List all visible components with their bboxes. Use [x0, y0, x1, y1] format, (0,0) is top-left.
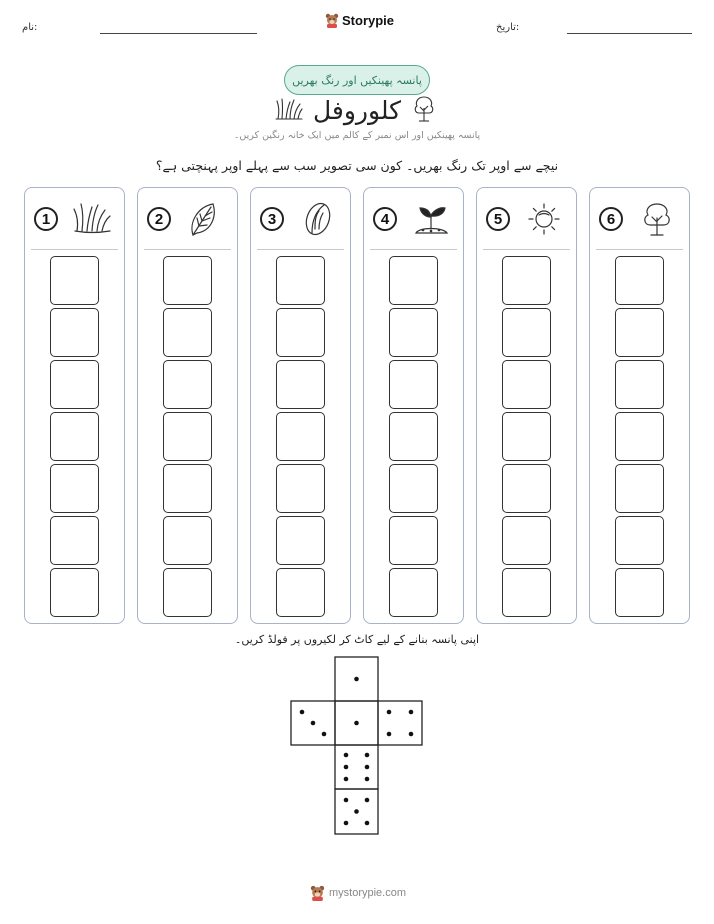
color-box[interactable]	[50, 412, 99, 461]
column-divider	[596, 249, 683, 250]
dice-face-bottom	[335, 789, 378, 834]
color-box[interactable]	[50, 308, 99, 357]
color-box[interactable]	[163, 412, 212, 461]
bear-logo-icon	[310, 885, 325, 901]
column-5	[476, 187, 577, 624]
column-number: 6	[599, 207, 623, 231]
name-line[interactable]	[100, 33, 257, 34]
column-1	[24, 187, 125, 624]
color-box[interactable]	[502, 464, 551, 513]
color-box[interactable]	[502, 360, 551, 409]
instruction-text: نیچے سے اوپر تک رنگ بھریں۔ کون سی تصویر سب سے پہلے اوپر پہنچتی ہے؟	[155, 158, 559, 173]
color-box[interactable]	[50, 568, 99, 617]
column-6	[589, 187, 690, 624]
column-divider	[144, 249, 231, 250]
name-label: نام:	[22, 22, 38, 33]
color-box[interactable]	[389, 412, 438, 461]
color-box[interactable]	[389, 256, 438, 305]
dice-face-lower	[335, 745, 378, 789]
tree-icon	[637, 201, 677, 237]
column-divider	[257, 249, 344, 250]
color-box[interactable]	[276, 568, 325, 617]
color-box[interactable]	[50, 360, 99, 409]
dice-face-left	[291, 701, 335, 745]
color-box[interactable]	[615, 360, 664, 409]
color-box[interactable]	[276, 464, 325, 513]
column-number: 5	[486, 207, 510, 231]
color-box[interactable]	[163, 516, 212, 565]
bear-logo-icon	[325, 13, 339, 28]
color-box[interactable]	[276, 516, 325, 565]
color-box[interactable]	[615, 464, 664, 513]
subtitle: پانسہ پھینکیں اور اس نمبر کے کالم میں ایک خانہ رنگین کریں۔	[233, 130, 481, 141]
color-box[interactable]	[389, 360, 438, 409]
page-title: کلوروفل	[312, 96, 402, 125]
seed-icon	[298, 201, 338, 237]
color-box[interactable]	[389, 568, 438, 617]
sprout-icon	[411, 201, 451, 237]
color-box[interactable]	[502, 516, 551, 565]
color-box[interactable]	[389, 516, 438, 565]
color-box[interactable]	[50, 256, 99, 305]
color-box[interactable]	[276, 256, 325, 305]
color-box[interactable]	[502, 256, 551, 305]
dice-net	[290, 656, 426, 836]
color-box[interactable]	[163, 464, 212, 513]
color-box[interactable]	[502, 568, 551, 617]
column-number: 1	[34, 207, 58, 231]
color-box[interactable]	[615, 516, 664, 565]
column-divider	[370, 249, 457, 250]
color-box[interactable]	[163, 360, 212, 409]
color-box[interactable]	[163, 568, 212, 617]
column-3	[250, 187, 351, 624]
color-box[interactable]	[163, 308, 212, 357]
cut-instruction: اپنی پانسہ بنانے کے لیے کاٹ کر لکیروں پر فولڈ کریں۔	[234, 633, 480, 646]
brand-name: Storypie	[342, 13, 395, 28]
color-box[interactable]	[276, 360, 325, 409]
footer-url[interactable]: mystorypie.com	[329, 887, 407, 899]
grass-icon	[72, 201, 112, 235]
color-box[interactable]	[50, 464, 99, 513]
column-4	[363, 187, 464, 624]
color-box[interactable]	[615, 568, 664, 617]
leaf-icon	[185, 201, 225, 237]
color-box[interactable]	[615, 412, 664, 461]
color-box[interactable]	[389, 464, 438, 513]
color-box[interactable]	[389, 308, 438, 357]
storypie-logo	[325, 13, 394, 28]
date-label: تاریخ:	[496, 22, 520, 33]
date-line[interactable]	[567, 33, 692, 34]
game-banner: پانسہ پھینکیں اور رنگ بھریں	[284, 65, 430, 95]
footer	[310, 885, 406, 901]
color-box[interactable]	[50, 516, 99, 565]
color-box[interactable]	[502, 308, 551, 357]
column-2	[137, 187, 238, 624]
sun-icon	[524, 201, 564, 237]
column-number: 2	[147, 207, 171, 231]
color-box[interactable]	[615, 256, 664, 305]
color-box[interactable]	[615, 308, 664, 357]
tree-icon	[411, 94, 437, 122]
dice-face-top	[335, 657, 378, 701]
column-number: 3	[260, 207, 284, 231]
column-number: 4	[373, 207, 397, 231]
color-box[interactable]	[276, 308, 325, 357]
dice-face-right	[378, 701, 422, 745]
dice-face-center	[335, 701, 378, 745]
color-box[interactable]	[276, 412, 325, 461]
column-divider	[31, 249, 118, 250]
column-divider	[483, 249, 570, 250]
color-box[interactable]	[163, 256, 212, 305]
color-box[interactable]	[502, 412, 551, 461]
